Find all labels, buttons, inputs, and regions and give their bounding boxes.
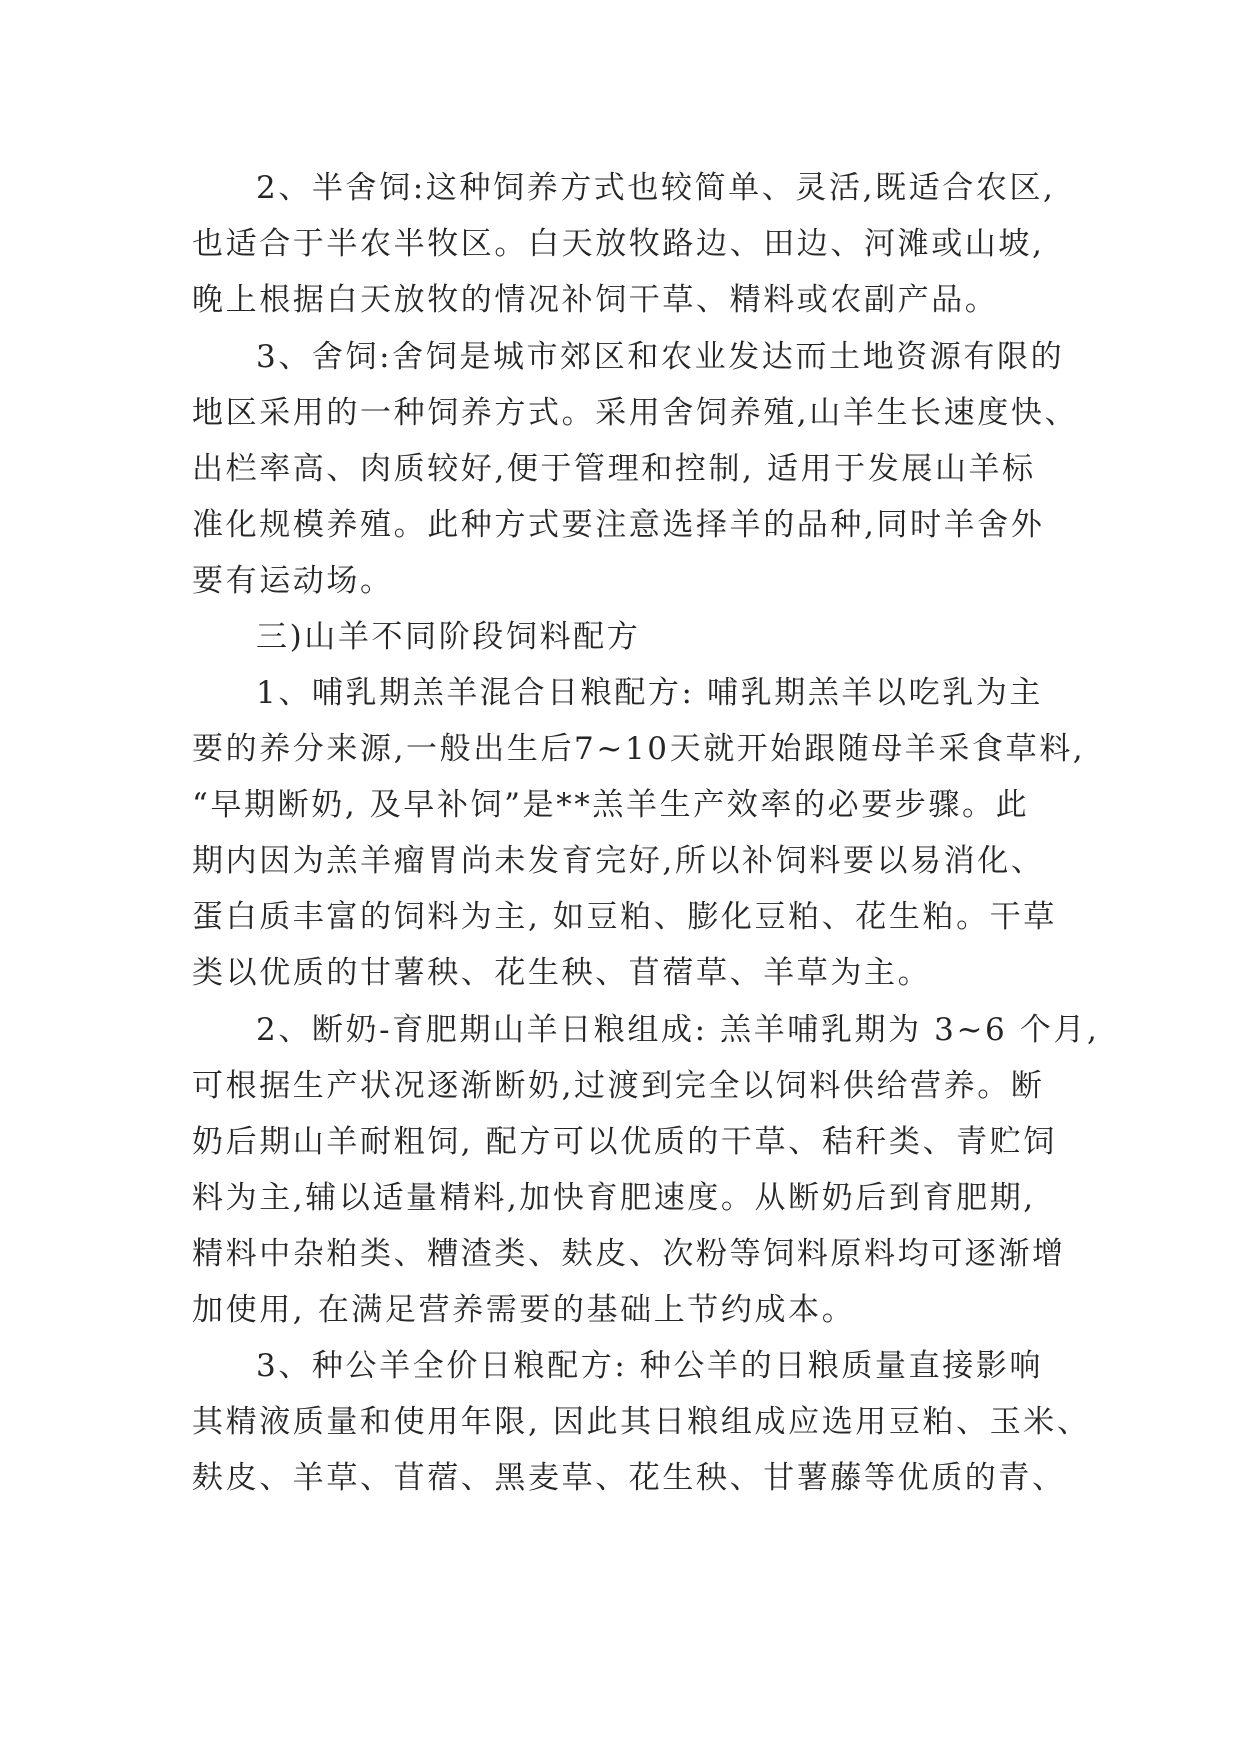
text-line: 2、半舍饲:这种饲养方式也较简单、灵活,既适合农区,	[256, 170, 1056, 206]
text-line: 2、断奶-育肥期山羊日粮组成: 羔羊哺乳期为 3~6 个月,	[256, 1012, 1100, 1048]
section-heading: 三)山羊不同阶段饲料配方	[256, 619, 641, 655]
text-line: 加使用, 在满足营养需要的基础上节约成本。	[192, 1292, 856, 1328]
text-line: 麸皮、羊草、苜蓿、黑麦草、花生秧、甘薯藤等优质的青、	[192, 1460, 1066, 1496]
text-line: 期内因为羔羊瘤胃尚未发育完好,所以补饲料要以易消化、	[192, 843, 1045, 879]
text-line: 精料中杂粕类、糟渣类、麸皮、次粉等饲料原料均可逐渐增	[192, 1236, 1066, 1272]
text-line: 出栏率高、肉质较好,便于管理和控制, 适用于发展山羊标	[192, 451, 1036, 487]
text-line: 地区采用的一种饲养方式。采用舍饲养殖,山羊生长速度快、	[192, 395, 1079, 431]
text-line: 类以优质的甘薯秧、花生秧、苜蓿草、羊草为主。	[192, 955, 932, 991]
text-line: “早期断奶, 及早补饲”是**羔羊生产效率的必要步骤。此	[192, 787, 1030, 823]
text-line: 可根据生产状况逐渐断奶,过渡到完全以饲料供给营养。断	[192, 1068, 1045, 1104]
text-line: 奶后期山羊耐粗饲, 配方可以优质的干草、秸秆类、青贮饲	[192, 1124, 1057, 1160]
text-line: 3、种公羊全价日粮配方: 种公羊的日粮质量直接影响	[256, 1348, 1044, 1384]
text-line: 晚上根据白天放牧的情况补饲干草、精料或农副产品。	[192, 282, 999, 318]
text-line: 要有运动场。	[192, 563, 394, 599]
text-line: 1、哺乳期羔羊混合日粮配方: 哺乳期羔羊以吃乳为主	[256, 675, 1044, 711]
text-line: 也适合于半农半牧区。白天放牧路边、田边、河滩或山坡,	[192, 226, 1045, 262]
text-line: 其精液质量和使用年限, 因此其日粮组成应选用豆粕、玉米、	[192, 1404, 1091, 1440]
text-line: 蛋白质丰富的饲料为主, 如豆粕、膨化豆粕、花生粕。干草	[192, 899, 1057, 935]
text-line: 要的养分来源,一般出生后7~10天就开始跟随母羊采食草料,	[192, 731, 1086, 767]
text-line: 准化规模养殖。此种方式要注意选择羊的品种,同时羊舍外	[192, 507, 1045, 543]
text-line: 3、舍饲:舍饲是城市郊区和农业发达而土地资源有限的	[256, 339, 1065, 375]
text-line: 料为主,辅以适量精料,加快育肥速度。从断奶后到育肥期,	[192, 1180, 1036, 1216]
